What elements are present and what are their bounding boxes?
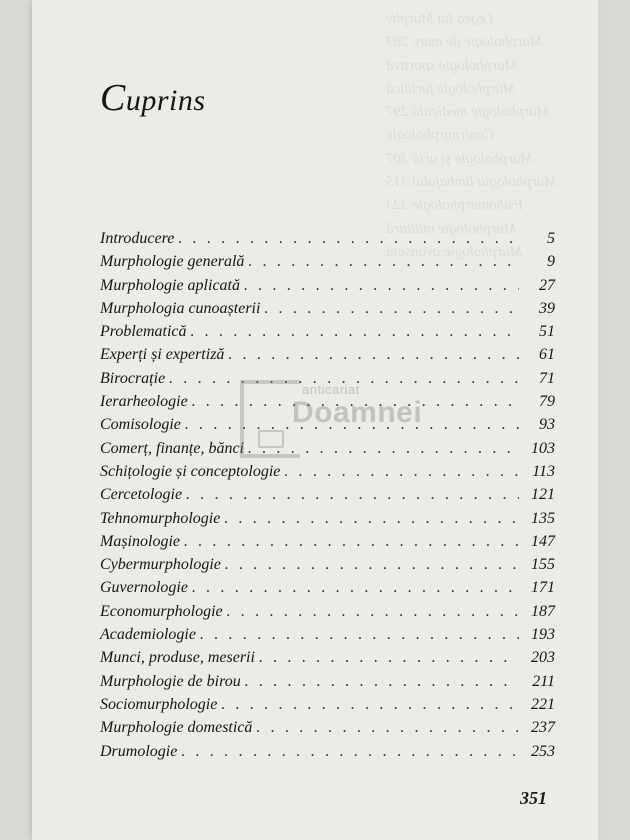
toc-entry [100, 693, 555, 716]
dot-leader [191, 320, 520, 343]
show-through-text: Legea lui Murphy Murphologie de mare 283 Murphologie sportivă Murphologie juridică Murphologie medicală 297 Contraurphologie Murphologie și artă 307 Murphologia limbajului 315 Psihomurphologie 323 Murphologie militară Murphologie avansată [386, 11, 557, 260]
title-initial: C [100, 77, 126, 119]
toc-entry-page: 253 [531, 742, 555, 760]
toc-entry-page: 71 [539, 369, 555, 387]
toc-entry [100, 343, 555, 366]
toc-entry-title: Introducere [100, 230, 175, 247]
toc-entry-page: 27 [539, 276, 555, 294]
toc-entry [100, 623, 555, 646]
toc-entry-page: 79 [539, 393, 555, 411]
toc-entry-page: 39 [539, 299, 555, 317]
toc-entry [100, 227, 555, 250]
toc-entry-title: Comisologie [100, 416, 181, 434]
toc-entry-page: 103 [531, 439, 555, 457]
toc-entry [100, 483, 555, 506]
dot-leader [245, 670, 519, 693]
toc-entry-page: 221 [531, 695, 555, 713]
dot-leader [259, 646, 519, 669]
dot-leader [224, 507, 519, 530]
toc-entry-page: 113 [532, 462, 555, 480]
toc-entry-page: 135 [531, 509, 555, 527]
dot-leader [184, 530, 519, 553]
toc-entry-title: Experți și expertiză [100, 346, 225, 364]
dot-leader [200, 623, 519, 646]
toc-entry-title: Sociomurphologie [100, 695, 218, 713]
toc-entry-title: Murphologia cunoașterii [100, 299, 261, 317]
dot-leader [227, 600, 519, 623]
dot-leader [264, 297, 519, 320]
toc-entry-title: Murphologie aplicată [100, 276, 240, 294]
toc-entry-page: 147 [531, 532, 555, 550]
toc-entry [100, 670, 555, 693]
toc-entry-page: 211 [532, 672, 555, 690]
toc-entry [100, 716, 555, 739]
toc-entry-title: Cybermurphologie [100, 556, 221, 574]
table-of-contents [100, 227, 555, 763]
title-rest: uprins [125, 84, 206, 117]
toc-entry-page: 237 [531, 719, 555, 737]
toc-entry-page: 155 [531, 556, 555, 574]
page-number: 351 [520, 788, 547, 808]
toc-entry-page: 203 [531, 649, 555, 667]
toc-entry-title: Schițologie și conceptologie [100, 462, 281, 480]
toc-entry [100, 460, 555, 483]
toc-entry [100, 507, 555, 530]
dot-leader [225, 553, 519, 576]
dot-leader [256, 716, 519, 739]
book-page [32, 0, 598, 840]
toc-entry [100, 553, 555, 576]
toc-entry [100, 320, 555, 343]
page-title [100, 76, 206, 120]
toc-entry-title: Cercetologie [100, 486, 183, 504]
toc-entry [100, 297, 555, 320]
toc-entry-page: 187 [531, 602, 555, 620]
toc-entry-title: Economurphologie [100, 602, 223, 620]
dot-leader [181, 740, 519, 763]
toc-entry [100, 250, 555, 273]
dot-leader [228, 343, 519, 366]
toc-entry-title: Drumologie [100, 742, 178, 760]
toc-entry-page: 5 [547, 230, 555, 247]
toc-entry-title: Guvernologie [100, 579, 188, 597]
watermark-logo [236, 378, 436, 458]
toc-entry-page: 193 [531, 626, 555, 644]
dot-leader [284, 460, 519, 483]
toc-entry-title: Murphologie de birou [100, 672, 241, 690]
toc-entry-title: Birocrație [100, 369, 166, 387]
watermark-line1: anticariat [302, 382, 360, 397]
book-icon [258, 430, 284, 448]
watermark-line2: Doamnei [292, 396, 423, 429]
toc-entry-title: Mașinologie [100, 532, 180, 550]
toc-entry-title: Problematică [100, 323, 187, 341]
toc-entry-title: Munci, produse, meserii [100, 649, 255, 667]
toc-entry-title: Academiologie [100, 626, 196, 644]
toc-entry-page: 61 [539, 346, 555, 364]
dot-leader [192, 576, 519, 599]
toc-entry-title: Tehnomurphologie [100, 509, 221, 527]
dot-leader [248, 250, 519, 273]
toc-entry-page: 171 [531, 579, 555, 597]
toc-entry [100, 646, 555, 669]
toc-entry-title: Murphologie domestică [100, 719, 253, 737]
dot-leader [221, 693, 519, 716]
toc-entry [100, 740, 555, 763]
toc-entry [100, 274, 555, 297]
toc-entry-page: 51 [539, 323, 555, 341]
dot-leader [186, 483, 519, 506]
toc-entry-title: Ierarheologie [100, 393, 188, 411]
toc-entry [100, 530, 555, 553]
toc-entry-page: 9 [547, 253, 555, 271]
toc-entry-page: 93 [539, 416, 555, 434]
toc-entry [100, 576, 555, 599]
toc-entry-title: Comerț, finanțe, bănci [100, 439, 244, 457]
toc-entry [100, 600, 555, 623]
toc-entry-page: 121 [531, 486, 555, 504]
toc-entry-title: Murphologie generală [100, 253, 245, 271]
dot-leader [244, 274, 519, 297]
dot-leader [178, 227, 519, 250]
